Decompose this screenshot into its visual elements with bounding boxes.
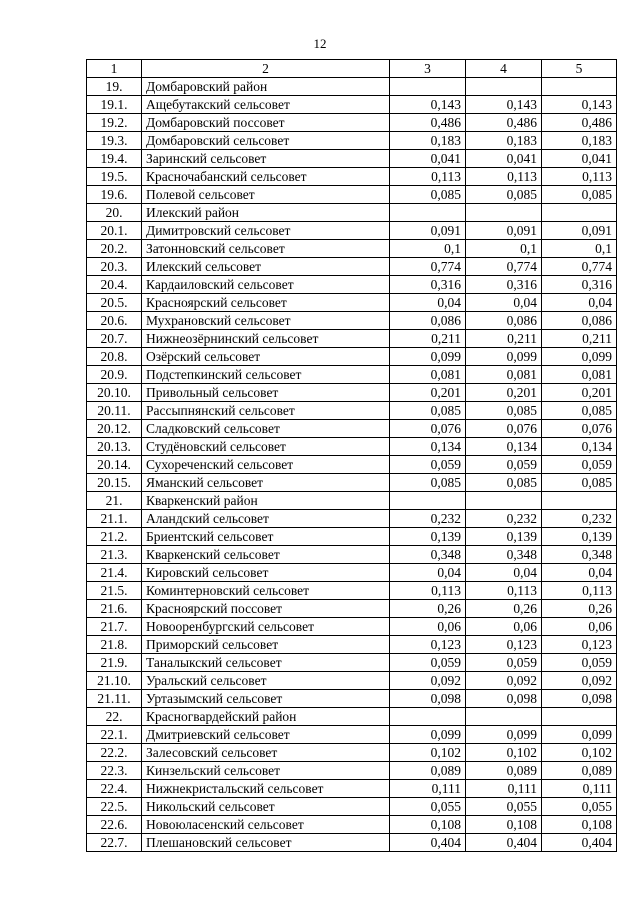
row-name: Домбаровский сельсовет	[142, 132, 390, 150]
row-value-col-4: 0,06	[466, 618, 542, 636]
row-value-col-5	[542, 492, 617, 510]
table-row	[87, 834, 617, 852]
table-row	[87, 618, 617, 636]
row-value-col-3: 0,111	[390, 780, 466, 798]
row-name: Красночабанский сельсовет	[142, 168, 390, 186]
row-value-col-5: 0,059	[542, 456, 617, 474]
row-number: 20.1.	[87, 222, 142, 240]
row-name: Коминтерновский сельсовет	[142, 582, 390, 600]
row-number: 20.2.	[87, 240, 142, 258]
row-value-col-5: 0,774	[542, 258, 617, 276]
row-number: 21.10.	[87, 672, 142, 690]
row-name: Мухрановский сельсовет	[142, 312, 390, 330]
row-value-col-3: 0,486	[390, 114, 466, 132]
row-value-col-4: 0,099	[466, 726, 542, 744]
row-number: 20.3.	[87, 258, 142, 276]
row-value-col-3: 0,085	[390, 402, 466, 420]
row-number: 22.3.	[87, 762, 142, 780]
row-value-col-5: 0,102	[542, 744, 617, 762]
row-value-col-4: 0,113	[466, 582, 542, 600]
table-row	[87, 258, 617, 276]
row-number: 21.3.	[87, 546, 142, 564]
row-value-col-4: 0,092	[466, 672, 542, 690]
table-row	[87, 168, 617, 186]
row-number: 21.4.	[87, 564, 142, 582]
table-row	[87, 330, 617, 348]
row-value-col-3: 0,085	[390, 186, 466, 204]
row-value-col-4: 0,055	[466, 798, 542, 816]
row-value-col-5: 0,232	[542, 510, 617, 528]
row-name: Кваркенский сельсовет	[142, 546, 390, 564]
row-value-col-3: 0,085	[390, 474, 466, 492]
row-name: Заринский сельсовет	[142, 150, 390, 168]
row-value-col-5	[542, 204, 617, 222]
row-value-col-3: 0,139	[390, 528, 466, 546]
row-number: 20.6.	[87, 312, 142, 330]
row-name: Илекский район	[142, 204, 390, 222]
table-row	[87, 384, 617, 402]
row-value-col-3: 0,774	[390, 258, 466, 276]
row-number: 20.15.	[87, 474, 142, 492]
row-value-col-5: 0,089	[542, 762, 617, 780]
row-number: 19.	[87, 78, 142, 96]
row-value-col-4: 0,076	[466, 420, 542, 438]
row-value-col-5: 0,099	[542, 726, 617, 744]
row-value-col-5: 0,085	[542, 186, 617, 204]
row-number: 19.1.	[87, 96, 142, 114]
row-value-col-5: 0,201	[542, 384, 617, 402]
row-name: Плешановский сельсовет	[142, 834, 390, 852]
row-value-col-5: 0,113	[542, 168, 617, 186]
row-value-col-4: 0,098	[466, 690, 542, 708]
table-row	[87, 798, 617, 816]
row-number: 22.	[87, 708, 142, 726]
table-row	[87, 708, 617, 726]
table-row	[87, 132, 617, 150]
table-row	[87, 204, 617, 222]
header-row	[87, 60, 617, 78]
row-value-col-4: 0,1	[466, 240, 542, 258]
table-row	[87, 564, 617, 582]
row-value-col-5: 0,092	[542, 672, 617, 690]
row-value-col-3: 0,134	[390, 438, 466, 456]
row-number: 22.5.	[87, 798, 142, 816]
row-value-col-3: 0,055	[390, 798, 466, 816]
row-name: Кардаиловский сельсовет	[142, 276, 390, 294]
row-value-col-4: 0,089	[466, 762, 542, 780]
table-row	[87, 582, 617, 600]
row-value-col-5	[542, 708, 617, 726]
row-name: Аландский сельсовет	[142, 510, 390, 528]
row-number: 22.7.	[87, 834, 142, 852]
row-value-col-5: 0,139	[542, 528, 617, 546]
row-value-col-3: 0,108	[390, 816, 466, 834]
row-value-col-4: 0,316	[466, 276, 542, 294]
row-value-col-4: 0,486	[466, 114, 542, 132]
row-value-col-4: 0,081	[466, 366, 542, 384]
row-name: Кваркенский район	[142, 492, 390, 510]
row-name: Приморский сельсовет	[142, 636, 390, 654]
row-value-col-3: 0,099	[390, 348, 466, 366]
row-number: 19.6.	[87, 186, 142, 204]
table-body	[87, 78, 617, 852]
row-value-col-4: 0,134	[466, 438, 542, 456]
row-name: Уральский сельсовет	[142, 672, 390, 690]
row-value-col-3: 0,113	[390, 168, 466, 186]
row-value-col-4: 0,111	[466, 780, 542, 798]
row-value-col-4: 0,086	[466, 312, 542, 330]
row-number: 22.2.	[87, 744, 142, 762]
row-value-col-3: 0,076	[390, 420, 466, 438]
table-row	[87, 780, 617, 798]
row-name: Димитровский сельсовет	[142, 222, 390, 240]
row-name: Студёновский сельсовет	[142, 438, 390, 456]
row-number: 19.4.	[87, 150, 142, 168]
row-value-col-3: 0,04	[390, 294, 466, 312]
row-value-col-5: 0,1	[542, 240, 617, 258]
row-number: 20.9.	[87, 366, 142, 384]
row-value-col-5: 0,316	[542, 276, 617, 294]
row-value-col-4: 0,404	[466, 834, 542, 852]
table-row	[87, 276, 617, 294]
row-number: 19.3.	[87, 132, 142, 150]
row-number: 20.8.	[87, 348, 142, 366]
row-value-col-3: 0,092	[390, 672, 466, 690]
row-number: 22.4.	[87, 780, 142, 798]
table-row	[87, 600, 617, 618]
row-value-col-4: 0,183	[466, 132, 542, 150]
row-value-col-3: 0,1	[390, 240, 466, 258]
row-value-col-4: 0,085	[466, 186, 542, 204]
row-value-col-4: 0,04	[466, 564, 542, 582]
row-number: 20.4.	[87, 276, 142, 294]
header-col-3: 3	[390, 60, 466, 78]
row-value-col-3: 0,059	[390, 654, 466, 672]
row-name: Красноярский сельсовет	[142, 294, 390, 312]
row-value-col-3	[390, 78, 466, 96]
row-value-col-5: 0,183	[542, 132, 617, 150]
table-row	[87, 312, 617, 330]
row-value-col-5: 0,099	[542, 348, 617, 366]
row-number: 19.2.	[87, 114, 142, 132]
row-value-col-4: 0,04	[466, 294, 542, 312]
table-row	[87, 492, 617, 510]
table-row	[87, 546, 617, 564]
row-number: 21.6.	[87, 600, 142, 618]
row-value-col-5: 0,134	[542, 438, 617, 456]
row-value-col-4: 0,041	[466, 150, 542, 168]
row-number: 22.6.	[87, 816, 142, 834]
row-value-col-5: 0,04	[542, 564, 617, 582]
row-name: Привольный сельсовет	[142, 384, 390, 402]
table-row	[87, 726, 617, 744]
row-value-col-5: 0,086	[542, 312, 617, 330]
row-value-col-3: 0,091	[390, 222, 466, 240]
row-number: 20.7.	[87, 330, 142, 348]
row-value-col-4: 0,201	[466, 384, 542, 402]
row-value-col-5: 0,111	[542, 780, 617, 798]
row-number: 22.1.	[87, 726, 142, 744]
row-name: Домбаровский поссовет	[142, 114, 390, 132]
row-value-col-4: 0,091	[466, 222, 542, 240]
row-name: Кировский сельсовет	[142, 564, 390, 582]
header-col-2: 2	[142, 60, 390, 78]
table-row	[87, 672, 617, 690]
row-name: Таналыкский сельсовет	[142, 654, 390, 672]
row-value-col-5: 0,04	[542, 294, 617, 312]
row-number: 21.2.	[87, 528, 142, 546]
row-value-col-3: 0,123	[390, 636, 466, 654]
row-value-col-3: 0,232	[390, 510, 466, 528]
row-value-col-3: 0,081	[390, 366, 466, 384]
row-value-col-3: 0,089	[390, 762, 466, 780]
row-value-col-4	[466, 78, 542, 96]
row-value-col-5: 0,085	[542, 402, 617, 420]
row-value-col-4: 0,108	[466, 816, 542, 834]
row-value-col-3: 0,348	[390, 546, 466, 564]
row-value-col-5: 0,486	[542, 114, 617, 132]
row-value-col-4: 0,059	[466, 654, 542, 672]
row-name: Полевой сельсовет	[142, 186, 390, 204]
table-row	[87, 150, 617, 168]
row-value-col-4: 0,085	[466, 474, 542, 492]
row-value-col-3: 0,404	[390, 834, 466, 852]
row-value-col-5: 0,041	[542, 150, 617, 168]
row-value-col-4: 0,774	[466, 258, 542, 276]
table-row	[87, 186, 617, 204]
table-row	[87, 528, 617, 546]
row-value-col-3: 0,099	[390, 726, 466, 744]
header-col-4: 4	[466, 60, 542, 78]
row-value-col-5: 0,211	[542, 330, 617, 348]
row-value-col-5: 0,085	[542, 474, 617, 492]
table-row	[87, 816, 617, 834]
row-value-col-3: 0,06	[390, 618, 466, 636]
row-name: Красноярский поссовет	[142, 600, 390, 618]
row-name: Никольский сельсовет	[142, 798, 390, 816]
row-value-col-4: 0,085	[466, 402, 542, 420]
row-number: 21.8.	[87, 636, 142, 654]
table-row	[87, 438, 617, 456]
row-value-col-5: 0,108	[542, 816, 617, 834]
row-value-col-4: 0,099	[466, 348, 542, 366]
row-number: 21.1.	[87, 510, 142, 528]
row-number: 20.10.	[87, 384, 142, 402]
row-value-col-5: 0,091	[542, 222, 617, 240]
row-value-col-3: 0,201	[390, 384, 466, 402]
row-number: 21.9.	[87, 654, 142, 672]
row-value-col-5: 0,348	[542, 546, 617, 564]
row-value-col-5: 0,098	[542, 690, 617, 708]
table-row	[87, 636, 617, 654]
table-row	[87, 96, 617, 114]
table-row	[87, 456, 617, 474]
row-value-col-3	[390, 492, 466, 510]
table-row	[87, 78, 617, 96]
row-name: Домбаровский район	[142, 78, 390, 96]
row-value-col-3	[390, 204, 466, 222]
row-value-col-3	[390, 708, 466, 726]
row-value-col-4: 0,059	[466, 456, 542, 474]
row-value-col-3: 0,183	[390, 132, 466, 150]
table-row	[87, 744, 617, 762]
row-name: Нижнекристальский сельсовет	[142, 780, 390, 798]
row-number: 21.7.	[87, 618, 142, 636]
row-number: 21.	[87, 492, 142, 510]
table-row	[87, 240, 617, 258]
row-value-col-4: 0,232	[466, 510, 542, 528]
table-row	[87, 474, 617, 492]
row-value-col-5	[542, 78, 617, 96]
row-value-col-5: 0,113	[542, 582, 617, 600]
row-value-col-4: 0,348	[466, 546, 542, 564]
row-number: 21.5.	[87, 582, 142, 600]
table-row	[87, 114, 617, 132]
header-col-1: 1	[87, 60, 142, 78]
row-value-col-3: 0,316	[390, 276, 466, 294]
table-row	[87, 690, 617, 708]
row-number: 20.5.	[87, 294, 142, 312]
row-name: Бриентский сельсовет	[142, 528, 390, 546]
data-table	[86, 59, 617, 852]
row-value-col-3: 0,041	[390, 150, 466, 168]
row-value-col-4	[466, 492, 542, 510]
row-number: 19.5.	[87, 168, 142, 186]
table-row	[87, 420, 617, 438]
table-header	[87, 60, 617, 78]
row-value-col-5: 0,055	[542, 798, 617, 816]
header-col-5: 5	[542, 60, 617, 78]
row-name: Озёрский сельсовет	[142, 348, 390, 366]
table-row	[87, 222, 617, 240]
row-name: Дмитриевский сельсовет	[142, 726, 390, 744]
row-value-col-3: 0,211	[390, 330, 466, 348]
row-name: Сладковский сельсовет	[142, 420, 390, 438]
row-name: Нижнеозёрнинский сельсовет	[142, 330, 390, 348]
row-value-col-4	[466, 708, 542, 726]
table-row	[87, 402, 617, 420]
row-name: Красногвардейский район	[142, 708, 390, 726]
table-row	[87, 654, 617, 672]
row-name: Яманский сельсовет	[142, 474, 390, 492]
row-value-col-5: 0,404	[542, 834, 617, 852]
page-number: 12	[313, 36, 327, 51]
table-row	[87, 762, 617, 780]
table-row	[87, 348, 617, 366]
row-value-col-3: 0,059	[390, 456, 466, 474]
row-value-col-4: 0,102	[466, 744, 542, 762]
row-value-col-5: 0,123	[542, 636, 617, 654]
table-row	[87, 510, 617, 528]
row-name: Илекский сельсовет	[142, 258, 390, 276]
row-number: 20.13.	[87, 438, 142, 456]
row-value-col-5: 0,059	[542, 654, 617, 672]
row-name: Затонновский сельсовет	[142, 240, 390, 258]
row-name: Подстепкинский сельсовет	[142, 366, 390, 384]
row-number: 20.11.	[87, 402, 142, 420]
row-number: 20.12.	[87, 420, 142, 438]
row-value-col-5: 0,06	[542, 618, 617, 636]
row-value-col-4: 0,123	[466, 636, 542, 654]
row-name: Залесовский сельсовет	[142, 744, 390, 762]
row-value-col-4: 0,113	[466, 168, 542, 186]
row-value-col-4	[466, 204, 542, 222]
row-value-col-5: 0,076	[542, 420, 617, 438]
row-value-col-4: 0,143	[466, 96, 542, 114]
row-value-col-3: 0,04	[390, 564, 466, 582]
row-value-col-3: 0,086	[390, 312, 466, 330]
row-name: Новооренбургский сельсовет	[142, 618, 390, 636]
row-name: Новоюласенский сельсовет	[142, 816, 390, 834]
row-name: Кинзельский сельсовет	[142, 762, 390, 780]
row-name: Уртазымский сельсовет	[142, 690, 390, 708]
table-row	[87, 294, 617, 312]
row-value-col-4: 0,211	[466, 330, 542, 348]
row-value-col-5: 0,081	[542, 366, 617, 384]
row-name: Ащебутакский сельсовет	[142, 96, 390, 114]
row-value-col-4: 0,26	[466, 600, 542, 618]
row-value-col-4: 0,139	[466, 528, 542, 546]
row-number: 20.14.	[87, 456, 142, 474]
row-value-col-3: 0,098	[390, 690, 466, 708]
row-number: 21.11.	[87, 690, 142, 708]
row-name: Сухореченский сельсовет	[142, 456, 390, 474]
row-name: Рассыпнянский сельсовет	[142, 402, 390, 420]
row-value-col-3: 0,143	[390, 96, 466, 114]
row-value-col-3: 0,102	[390, 744, 466, 762]
row-value-col-5: 0,26	[542, 600, 617, 618]
row-value-col-3: 0,26	[390, 600, 466, 618]
row-value-col-3: 0,113	[390, 582, 466, 600]
table-row	[87, 366, 617, 384]
row-number: 20.	[87, 204, 142, 222]
row-value-col-5: 0,143	[542, 96, 617, 114]
